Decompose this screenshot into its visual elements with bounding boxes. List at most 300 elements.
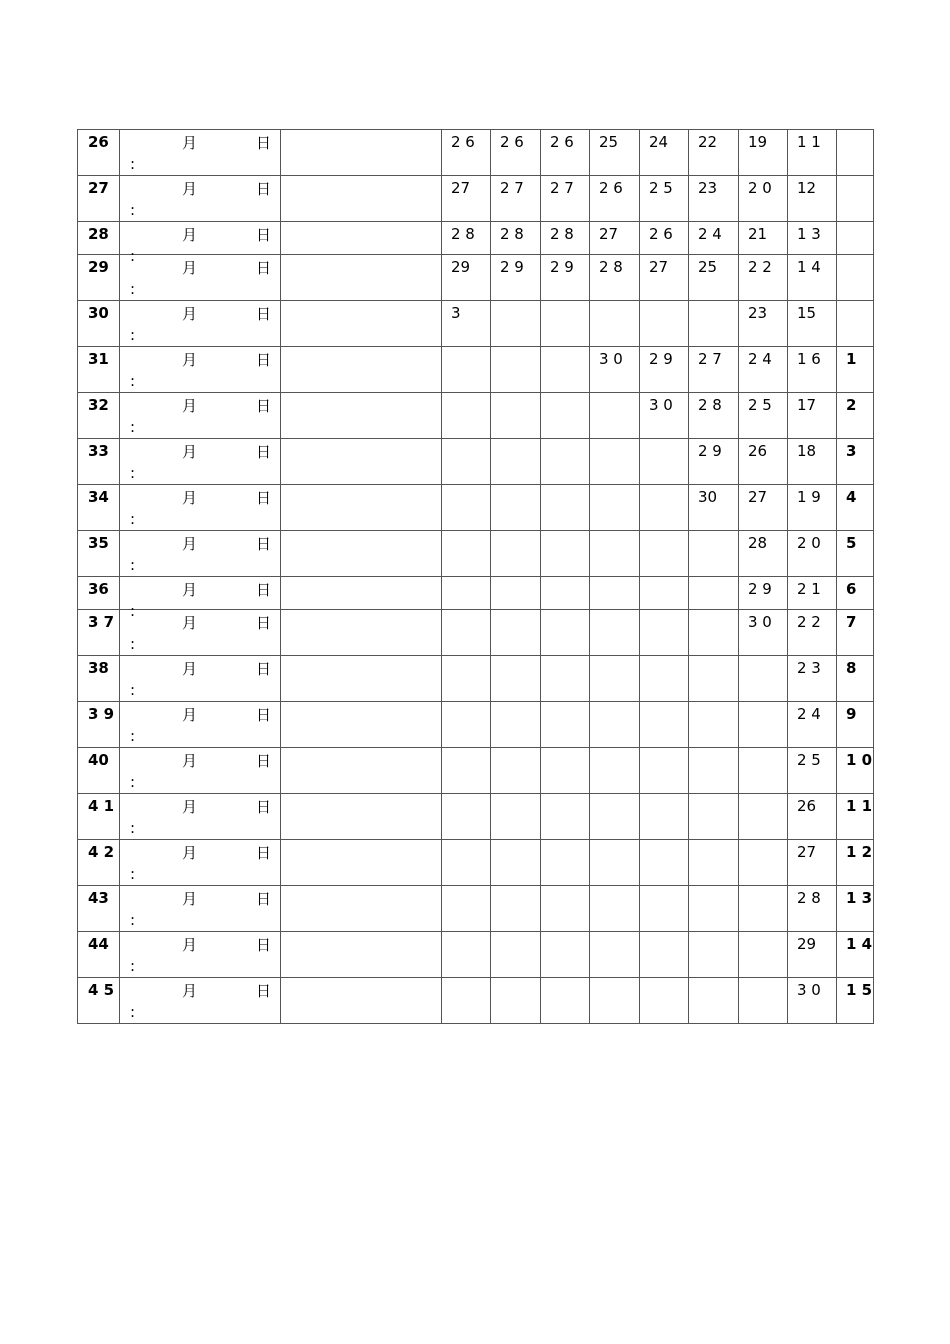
- value-cell: [590, 393, 640, 439]
- value-cell: 3 0: [739, 610, 788, 656]
- value-cell: [590, 886, 640, 932]
- day-label: 日: [256, 397, 272, 415]
- value-cell: [541, 932, 590, 978]
- value-cell: 26: [788, 794, 837, 840]
- table-row: [78, 610, 874, 656]
- blank-cell: [281, 255, 442, 301]
- month-label: 月: [182, 535, 198, 553]
- day-label: 日: [256, 134, 272, 152]
- date-cell: [120, 176, 281, 222]
- value-cell: [739, 656, 788, 702]
- value-cell: [640, 301, 689, 347]
- week-number: 3 7: [78, 610, 120, 656]
- value-cell: [640, 840, 689, 886]
- date-cell: [120, 794, 281, 840]
- table-row: [78, 577, 874, 610]
- value-cell: [640, 610, 689, 656]
- colon-label: :: [130, 372, 136, 390]
- day-label: 日: [256, 351, 272, 369]
- value-cell: [837, 222, 874, 255]
- value-cell: 1 0: [837, 748, 874, 794]
- date-cell: [120, 702, 281, 748]
- value-cell: [491, 978, 541, 1024]
- blank-cell: [281, 485, 442, 531]
- value-cell: [442, 702, 491, 748]
- day-label: 日: [256, 489, 272, 507]
- value-cell: 1 4: [837, 932, 874, 978]
- value-cell: 2 6: [541, 130, 590, 176]
- date-cell: [120, 610, 281, 656]
- blank-cell: [281, 439, 442, 485]
- colon-label: :: [130, 819, 136, 837]
- value-cell: 5: [837, 531, 874, 577]
- month-label: 月: [182, 936, 198, 954]
- blank-cell: [281, 393, 442, 439]
- week-number: 40: [78, 748, 120, 794]
- value-cell: [442, 393, 491, 439]
- blank-cell: [281, 347, 442, 393]
- value-cell: 3 0: [788, 978, 837, 1024]
- value-cell: [541, 485, 590, 531]
- value-cell: [590, 439, 640, 485]
- day-label: 日: [256, 259, 272, 277]
- value-cell: [590, 610, 640, 656]
- value-cell: [689, 610, 739, 656]
- blank-cell: [281, 301, 442, 347]
- month-label: 月: [182, 134, 198, 152]
- value-cell: 27: [590, 222, 640, 255]
- value-cell: [541, 794, 590, 840]
- table-row: [78, 255, 874, 301]
- day-label: 日: [256, 660, 272, 678]
- value-cell: [491, 393, 541, 439]
- month-label: 月: [182, 844, 198, 862]
- value-cell: 2 1: [788, 577, 837, 610]
- table-row: [78, 978, 874, 1024]
- day-label: 日: [256, 535, 272, 553]
- value-cell: [689, 531, 739, 577]
- value-cell: [541, 577, 590, 610]
- value-cell: 15: [788, 301, 837, 347]
- colon-label: :: [130, 911, 136, 929]
- value-cell: 2 7: [541, 176, 590, 222]
- value-cell: [491, 610, 541, 656]
- value-cell: [590, 301, 640, 347]
- colon-label: :: [130, 957, 136, 975]
- value-cell: 1 3: [837, 886, 874, 932]
- week-number: 44: [78, 932, 120, 978]
- month-label: 月: [182, 443, 198, 461]
- day-label: 日: [256, 798, 272, 816]
- value-cell: [590, 932, 640, 978]
- day-label: 日: [256, 890, 272, 908]
- value-cell: [640, 577, 689, 610]
- day-label: 日: [256, 305, 272, 323]
- value-cell: [640, 702, 689, 748]
- value-cell: [689, 656, 739, 702]
- value-cell: [491, 439, 541, 485]
- value-cell: [541, 978, 590, 1024]
- week-number: 27: [78, 176, 120, 222]
- value-cell: [541, 439, 590, 485]
- week-number: 31: [78, 347, 120, 393]
- value-cell: [491, 840, 541, 886]
- date-cell: [120, 393, 281, 439]
- value-cell: [640, 932, 689, 978]
- value-cell: [689, 840, 739, 886]
- value-cell: 23: [739, 301, 788, 347]
- value-cell: [442, 748, 491, 794]
- value-cell: 2 9: [491, 255, 541, 301]
- colon-label: :: [130, 510, 136, 528]
- value-cell: [442, 656, 491, 702]
- value-cell: 4: [837, 485, 874, 531]
- value-cell: 2 0: [739, 176, 788, 222]
- blank-cell: [281, 577, 442, 610]
- value-cell: [442, 347, 491, 393]
- value-cell: [590, 656, 640, 702]
- value-cell: 2 8: [491, 222, 541, 255]
- date-cell: [120, 222, 281, 265]
- value-cell: [739, 702, 788, 748]
- value-cell: [491, 301, 541, 347]
- value-cell: 3 0: [590, 347, 640, 393]
- value-cell: 24: [640, 130, 689, 176]
- blank-cell: [281, 932, 442, 978]
- date-cell: [120, 748, 281, 794]
- value-cell: [640, 748, 689, 794]
- value-cell: 27: [442, 176, 491, 222]
- value-cell: [491, 485, 541, 531]
- day-label: 日: [256, 936, 272, 954]
- month-label: 月: [182, 752, 198, 770]
- date-cell: [120, 656, 281, 702]
- blank-cell: [281, 702, 442, 748]
- value-cell: [689, 577, 739, 610]
- value-cell: [491, 347, 541, 393]
- value-cell: 26: [739, 439, 788, 485]
- week-number: 38: [78, 656, 120, 702]
- day-label: 日: [256, 752, 272, 770]
- value-cell: [491, 577, 541, 610]
- day-label: 日: [256, 706, 272, 724]
- day-label: 日: [256, 180, 272, 198]
- week-number: 4 1: [78, 794, 120, 840]
- month-label: 月: [182, 397, 198, 415]
- table-row: [78, 656, 874, 702]
- blank-cell: [281, 840, 442, 886]
- value-cell: [640, 439, 689, 485]
- value-cell: 2 4: [689, 222, 739, 255]
- date-cell: [120, 577, 281, 620]
- value-cell: [590, 485, 640, 531]
- month-label: 月: [182, 798, 198, 816]
- date-cell: [120, 485, 281, 531]
- table-row: [78, 794, 874, 840]
- value-cell: [739, 886, 788, 932]
- value-cell: [590, 794, 640, 840]
- table-row: [78, 702, 874, 748]
- value-cell: [541, 840, 590, 886]
- value-cell: [739, 932, 788, 978]
- colon-label: :: [130, 155, 136, 173]
- value-cell: 1 1: [837, 794, 874, 840]
- value-cell: [541, 531, 590, 577]
- value-cell: 2 2: [788, 610, 837, 656]
- table-row: [78, 748, 874, 794]
- blank-cell: [281, 610, 442, 656]
- value-cell: [640, 978, 689, 1024]
- value-cell: 2 2: [739, 255, 788, 301]
- value-cell: [442, 932, 491, 978]
- colon-label: :: [130, 556, 136, 574]
- week-number: 28: [78, 222, 120, 255]
- value-cell: 2 4: [739, 347, 788, 393]
- value-cell: [442, 485, 491, 531]
- date-cell: [120, 840, 281, 886]
- value-cell: 28: [739, 531, 788, 577]
- value-cell: [442, 840, 491, 886]
- value-cell: [689, 301, 739, 347]
- colon-label: :: [130, 865, 136, 883]
- month-label: 月: [182, 180, 198, 198]
- value-cell: 1 3: [788, 222, 837, 255]
- table-row: [78, 485, 874, 531]
- value-cell: 1 6: [788, 347, 837, 393]
- colon-label: :: [130, 464, 136, 482]
- value-cell: [739, 748, 788, 794]
- value-cell: [541, 702, 590, 748]
- month-label: 月: [182, 259, 198, 277]
- value-cell: 2 3: [788, 656, 837, 702]
- table-row: [78, 301, 874, 347]
- value-cell: [491, 702, 541, 748]
- value-cell: [541, 347, 590, 393]
- value-cell: [689, 702, 739, 748]
- value-cell: [442, 978, 491, 1024]
- value-cell: 1: [837, 347, 874, 393]
- value-cell: 2 7: [491, 176, 541, 222]
- value-cell: [689, 794, 739, 840]
- value-cell: [491, 656, 541, 702]
- schedule-table: [77, 129, 874, 1024]
- colon-label: :: [130, 773, 136, 791]
- week-number: 34: [78, 485, 120, 531]
- value-cell: [541, 748, 590, 794]
- value-cell: [541, 301, 590, 347]
- value-cell: [442, 610, 491, 656]
- date-cell: [120, 439, 281, 485]
- table-row: [78, 840, 874, 886]
- value-cell: [837, 176, 874, 222]
- value-cell: [689, 748, 739, 794]
- value-cell: 2 8: [689, 393, 739, 439]
- colon-label: :: [130, 326, 136, 344]
- value-cell: [590, 577, 640, 610]
- value-cell: 2 5: [640, 176, 689, 222]
- value-cell: [541, 610, 590, 656]
- date-cell: [120, 130, 281, 176]
- blank-cell: [281, 656, 442, 702]
- value-cell: [491, 794, 541, 840]
- value-cell: 2 0: [788, 531, 837, 577]
- month-label: 月: [182, 489, 198, 507]
- value-cell: [491, 748, 541, 794]
- value-cell: 2 6: [491, 130, 541, 176]
- month-label: 月: [182, 706, 198, 724]
- month-label: 月: [182, 614, 198, 632]
- value-cell: 3: [442, 301, 491, 347]
- value-cell: 1 9: [788, 485, 837, 531]
- blank-cell: [281, 531, 442, 577]
- value-cell: 2 9: [689, 439, 739, 485]
- colon-label: :: [130, 280, 136, 298]
- table-row: [78, 531, 874, 577]
- value-cell: 27: [739, 485, 788, 531]
- month-label: 月: [182, 890, 198, 908]
- value-cell: 8: [837, 656, 874, 702]
- value-cell: 2 7: [689, 347, 739, 393]
- colon-label: :: [130, 1003, 136, 1021]
- table-row: [78, 932, 874, 978]
- week-number: 35: [78, 531, 120, 577]
- value-cell: 2 8: [590, 255, 640, 301]
- value-cell: [491, 932, 541, 978]
- table-row: [78, 222, 874, 255]
- value-cell: [491, 886, 541, 932]
- date-cell: [120, 301, 281, 347]
- blank-cell: [281, 176, 442, 222]
- day-label: 日: [256, 982, 272, 1000]
- value-cell: 9: [837, 702, 874, 748]
- week-number: 32: [78, 393, 120, 439]
- week-number: 30: [78, 301, 120, 347]
- date-cell: [120, 347, 281, 393]
- value-cell: 27: [640, 255, 689, 301]
- week-number: 4 2: [78, 840, 120, 886]
- value-cell: [590, 702, 640, 748]
- value-cell: [689, 978, 739, 1024]
- date-cell: [120, 932, 281, 978]
- date-cell: [120, 886, 281, 932]
- colon-label: :: [130, 635, 136, 653]
- value-cell: [442, 794, 491, 840]
- value-cell: [491, 531, 541, 577]
- month-label: 月: [182, 581, 198, 599]
- value-cell: [442, 577, 491, 610]
- value-cell: 18: [788, 439, 837, 485]
- table-row: [78, 393, 874, 439]
- colon-label: :: [130, 681, 136, 699]
- value-cell: [689, 886, 739, 932]
- value-cell: 23: [689, 176, 739, 222]
- week-number: 4 5: [78, 978, 120, 1024]
- value-cell: [442, 886, 491, 932]
- value-cell: 3 0: [640, 393, 689, 439]
- table-row: [78, 439, 874, 485]
- table-row: [78, 176, 874, 222]
- value-cell: 2 6: [640, 222, 689, 255]
- colon-label: :: [130, 201, 136, 219]
- value-cell: 21: [739, 222, 788, 255]
- colon-label: :: [130, 418, 136, 436]
- week-number: 36: [78, 577, 120, 610]
- blank-cell: [281, 978, 442, 1024]
- month-label: 月: [182, 351, 198, 369]
- value-cell: [590, 748, 640, 794]
- value-cell: [640, 794, 689, 840]
- value-cell: 27: [788, 840, 837, 886]
- value-cell: 1 5: [837, 978, 874, 1024]
- value-cell: 25: [590, 130, 640, 176]
- value-cell: 2 6: [590, 176, 640, 222]
- day-label: 日: [256, 844, 272, 862]
- day-label: 日: [256, 614, 272, 632]
- value-cell: 2 8: [442, 222, 491, 255]
- value-cell: [590, 531, 640, 577]
- table-row: [78, 130, 874, 176]
- table-row: [78, 347, 874, 393]
- value-cell: 2 8: [541, 222, 590, 255]
- value-cell: 6: [837, 577, 874, 610]
- value-cell: 1 1: [788, 130, 837, 176]
- month-label: 月: [182, 305, 198, 323]
- value-cell: 19: [739, 130, 788, 176]
- value-cell: [739, 840, 788, 886]
- blank-cell: [281, 222, 442, 255]
- week-number: 29: [78, 255, 120, 301]
- value-cell: 2 8: [788, 886, 837, 932]
- value-cell: 17: [788, 393, 837, 439]
- value-cell: [442, 531, 491, 577]
- value-cell: [739, 794, 788, 840]
- value-cell: 2 5: [739, 393, 788, 439]
- value-cell: [640, 531, 689, 577]
- day-label: 日: [256, 581, 272, 599]
- week-number: 3 9: [78, 702, 120, 748]
- value-cell: 2 9: [739, 577, 788, 610]
- value-cell: [590, 840, 640, 886]
- value-cell: [541, 393, 590, 439]
- value-cell: [837, 130, 874, 176]
- value-cell: 2 6: [442, 130, 491, 176]
- value-cell: 2 5: [788, 748, 837, 794]
- value-cell: 22: [689, 130, 739, 176]
- value-cell: 1 4: [788, 255, 837, 301]
- blank-cell: [281, 748, 442, 794]
- value-cell: 2 9: [640, 347, 689, 393]
- value-cell: 2: [837, 393, 874, 439]
- value-cell: 12: [788, 176, 837, 222]
- value-cell: [837, 301, 874, 347]
- value-cell: [739, 978, 788, 1024]
- value-cell: 3: [837, 439, 874, 485]
- value-cell: [541, 886, 590, 932]
- blank-cell: [281, 794, 442, 840]
- month-label: 月: [182, 660, 198, 678]
- week-number: 33: [78, 439, 120, 485]
- value-cell: [689, 932, 739, 978]
- value-cell: [640, 886, 689, 932]
- value-cell: [640, 485, 689, 531]
- value-cell: [590, 978, 640, 1024]
- value-cell: [442, 439, 491, 485]
- date-cell: [120, 531, 281, 577]
- value-cell: 29: [788, 932, 837, 978]
- blank-cell: [281, 130, 442, 176]
- date-cell: [120, 978, 281, 1024]
- value-cell: 2 4: [788, 702, 837, 748]
